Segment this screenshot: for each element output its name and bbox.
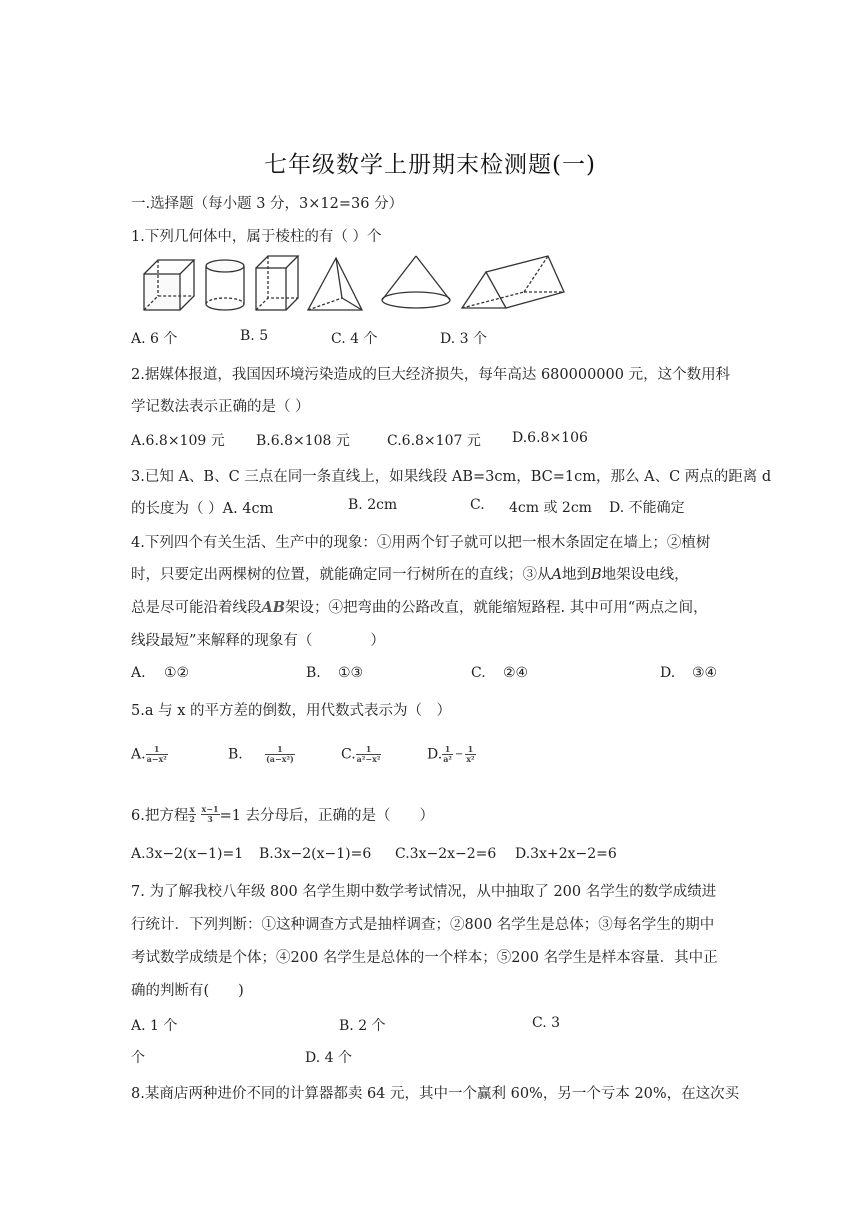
q3-option-c-text: 4cm 或 2cm (509, 500, 592, 516)
triangular-pyramid-figure (308, 258, 362, 310)
question-1-stem: 1.下列几何体中，属于棱柱的有（ ）个 (131, 229, 382, 245)
question-2-line-2: 学记数法表示正确的是（ ） (131, 399, 310, 415)
geometric-solids-figure (140, 254, 570, 316)
q6-option-d: D.3x+2x−2=6 (515, 846, 617, 862)
q5-a-fraction: $\frac{1}{\text{a−x²}}$ (146, 744, 167, 764)
q7-option-c: C. 3 (532, 1015, 561, 1031)
question-2-line-1: 2.据媒体报道，我国因环境污染造成的巨大经济损失，每年高达 680000000 元，这个数用科 (131, 367, 731, 383)
q6-option-b: B.3x−2(x−1)=6 (259, 846, 372, 862)
segment-ab-label: AB (261, 599, 286, 616)
q2-option-b: B.6.8×108 元 (256, 433, 350, 449)
q4-line-3-part-2: 架设；④把弯曲的公路改直，就能缩短路程. 其中可用“两点之间， (285, 600, 708, 616)
question-4-line-2 (131, 563, 689, 584)
section-heading: 一.选择题（每小题 3 分，3×12=36 分） (131, 196, 404, 212)
q5-d-fraction-1: $\frac{1}{\text{a²}}$ (443, 744, 452, 764)
question-7-line-4: 确的判断有( ) (131, 983, 244, 999)
q5-option-b: B. $\frac{1}{\text{(a−x²)}}$ (228, 744, 294, 764)
question-8-line-1: 8.某商店两种进价不同的计算器都卖 64 元，其中一个赢利 60%，另一个亏本 20%，在这次买 (131, 1086, 740, 1102)
q4-option-a-text: ①② (164, 665, 190, 681)
q2-option-d: D.6.8×106 (512, 430, 588, 446)
point-b-label: B (590, 567, 602, 583)
q7-option-a: A. 1 个 (131, 1018, 178, 1034)
q5-b-fraction: $\frac{1}{\text{(a−x²)}}$ (266, 744, 294, 764)
q3-option-d: D. 不能确定 (609, 500, 685, 516)
q4-option-a-label: A. (131, 665, 146, 681)
q2-option-a: A.6.8×109 元 (131, 433, 225, 449)
q4-option-c-text: ②④ (503, 665, 529, 681)
q6-fraction-2: $\frac{x-1}{3}$ (201, 804, 219, 824)
q5-d-fraction-2: $\frac{1}{\text{x²}}$ (466, 744, 475, 764)
question-5-stem: 5.a 与 x 的平方差的倒数，用代数式表示为（ ） (131, 703, 451, 719)
q5-option-c: C. $\frac{1}{\text{a²−x²}}$ (341, 744, 381, 764)
question-4-line-3 (131, 596, 708, 617)
point-a-label: A (551, 567, 562, 583)
question-7-line-3: 考试数学成绩是个体；④200 名学生是总体的一个样本；⑤200 名学生是样本容量．其中正 (131, 950, 718, 966)
q4-option-b-label: B. (306, 665, 321, 681)
q4-option-d-label: D. (660, 665, 676, 681)
q1-option-c: C. 4 个 (331, 331, 378, 347)
question-6-stem: 6.把方程 $\frac{x}{2}$ $\frac{x-1}{3}$ =1 去分母后，正确的是（ ） (131, 804, 435, 824)
cube-figure (144, 260, 194, 310)
q1-option-b: B. 5 (240, 328, 269, 344)
q4-line-3-part-1: 总是尽可能沿着线段 (131, 600, 262, 616)
question-7-line-1: 7. 为了解我校八年级 800 名学生期中数学考试情况，从中抽取了 200 名学生的数学成绩进 (131, 884, 717, 900)
q5-option-a: A. $\frac{1}{\text{a−x²}}$ (131, 744, 167, 764)
q4-line-2-part-3: 地架设电线， (601, 567, 689, 583)
cylinder-figure (206, 260, 244, 310)
question-4-line-1: 4.下列四个有关生活、生产中的现象：①用两个钉子就可以把一根木条固定在墙上；②植树 (131, 535, 711, 551)
q7-option-c-unit: 个 (131, 1050, 145, 1066)
page-title: 七年级数学上册期末检测题(一) (264, 152, 596, 178)
q4-line-2-part-1: 时，只要定出两棵树的位置，就能确定同一行树所在的直线；③从 (131, 567, 552, 583)
cone-figure (382, 256, 450, 308)
q7-option-b: B. 2 个 (339, 1018, 386, 1034)
question-3-line-1: 3.已知 A、B、C 三点在同一条直线上，如果线段 AB=3cm，BC=1cm，那么 A、C 两点的距离 d (131, 469, 772, 485)
q5-option-d: D. $\frac{1}{\text{a²}}$ − $\frac{1}{\text{x²}}$ (427, 744, 475, 764)
q4-line-2-part-2: 地到 (561, 567, 591, 583)
q3-option-b: B. 2cm (348, 497, 398, 513)
q6-option-a: A.3x−2(x−1)=1 (131, 846, 244, 862)
q3-option-c-label: C. (470, 497, 485, 513)
q6-fraction-1: $\frac{x}{2}$ (189, 804, 195, 824)
question-3-line-2: 的长度为（ ）A. 4cm (131, 501, 274, 517)
q1-option-a: A. 6 个 (131, 331, 178, 347)
q1-option-d: D. 3 个 (440, 331, 487, 347)
q5-c-fraction: $\frac{1}{\text{a²−x²}}$ (356, 744, 381, 764)
question-4-line-4: 线段最短”来解释的现象有（ ） (131, 633, 385, 649)
triangular-prism-figure (462, 256, 564, 308)
q6-option-c: C.3x−2x−2=6 (395, 846, 497, 862)
q4-option-d-text: ③④ (692, 665, 718, 681)
rectangular-prism-figure (256, 256, 298, 310)
q7-option-d: D. 4 个 (305, 1050, 352, 1066)
q2-option-c: C.6.8×107 元 (387, 433, 481, 449)
q4-option-c-label: C. (471, 665, 486, 681)
q4-option-b-text: ①③ (338, 665, 364, 681)
question-7-line-2: 行统计．下列判断：①这种调查方式是抽样调查；②800 名学生是总体；③每名学生的期中 (131, 917, 715, 933)
